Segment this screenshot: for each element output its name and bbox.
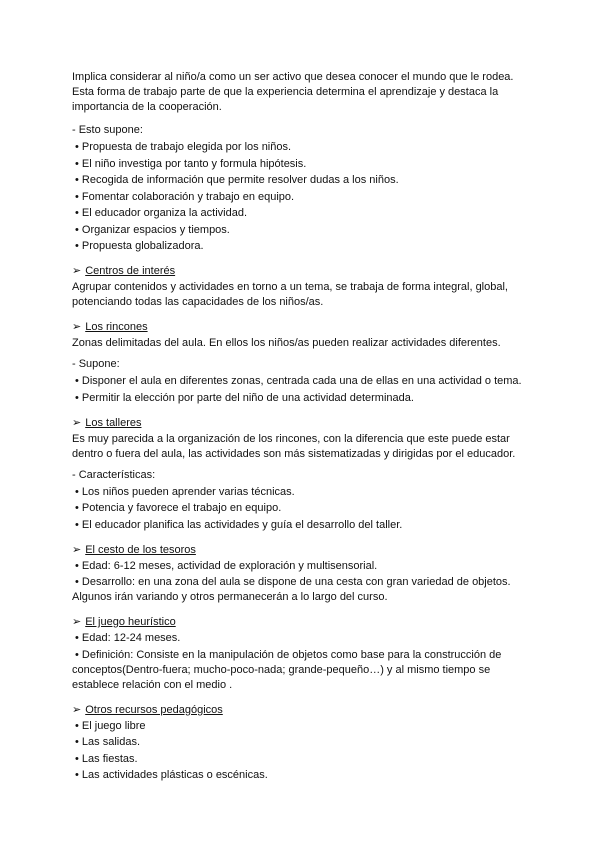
list-item: • Fomentar colaboración y trabajo en equipo. (75, 190, 295, 203)
list-item: • Recogida de información que permite resolver dudas a los niños. (75, 174, 399, 186)
intro-line: Implica considerar al niño/a como un ser activo que desea conocer el mundo que le rodea. (72, 71, 514, 83)
section-cesto-de-los-tesoros (72, 543, 542, 606)
supone-block (72, 123, 542, 254)
list-item: • Edad: 12-24 meses. (75, 632, 181, 644)
section-juego-heuristico (72, 615, 542, 693)
sub-label: - Características: (72, 468, 156, 481)
arrow-bullet-icon: ➢ (72, 616, 82, 628)
arrow-bullet-icon: ➢ (72, 265, 82, 277)
section-title: Centros de interés (85, 265, 176, 277)
section-los-rincones (72, 320, 542, 406)
list-item: • Disponer el aula en diferentes zonas, centrada cada una de ellas en una actividad o tema. (75, 375, 522, 387)
section-title: Los rincones (85, 321, 148, 333)
body-line: potenciando todas las capacidades de los niños/as. (72, 296, 324, 308)
arrow-bullet-icon: ➢ (72, 543, 82, 556)
section-title: Otros recursos pedagógicos (85, 703, 223, 716)
list-item: • Propuesta de trabajo elegida por los niños. (75, 141, 292, 153)
list-item: • Las fiestas. (75, 752, 138, 765)
section-title: El cesto de los tesoros (85, 543, 196, 556)
section-title: El juego heurístico (85, 616, 176, 628)
list-item: • Los niños pueden aprender varias técnicas. (75, 485, 295, 498)
list-item: • El niño investiga por tanto y formula hipótesis. (75, 157, 307, 170)
body-line: dentro o fuera del aula, las actividades son más sistematizadas y dirigidas por el educador. (72, 447, 516, 460)
sub-label: - Supone: (72, 358, 120, 370)
section-heading (72, 264, 542, 279)
section-los-talleres (72, 416, 542, 533)
section-heading (72, 320, 542, 335)
section-otros-recursos (72, 703, 542, 784)
supone-label: - Esto supone: (72, 124, 143, 136)
intro-line: importancia de la cooperación. (72, 101, 222, 113)
list-item-continuation: conceptos(Dentro-fuera; mucho-poco-nada; grande-pequeño…) y al mismo tiempo se (72, 663, 491, 676)
list-item: • Las salidas. (75, 736, 140, 748)
list-item: • Edad: 6-12 meses, actividad de exploración y multisensorial. (75, 559, 378, 572)
list-item-continuation: establece relación con el medio . (72, 678, 233, 691)
body-line: Agrupar contenidos y actividades en torno a un tema, se trabaja de forma integral, global, (72, 281, 508, 293)
section-heading (72, 615, 542, 630)
section-heading (72, 703, 542, 718)
arrow-bullet-icon: ➢ (72, 416, 82, 429)
body-line: Es muy parecida a la organización de los rincones, con la diferencia que este puede estar (72, 432, 510, 445)
section-centros-de-interes (72, 264, 542, 310)
intro-line: Esta forma de trabajo parte de que la experiencia determina el aprendizaje y destaca la (72, 86, 499, 98)
document-page (72, 70, 542, 785)
section-heading (72, 543, 542, 558)
body-line: Zonas delimitadas del aula. En ellos los niños/as pueden realizar actividades diferentes. (72, 337, 501, 349)
section-title: Los talleres (85, 416, 142, 429)
list-item-continuation: Algunos irán variando y otros permanecerán a lo largo del curso. (72, 591, 388, 603)
list-item: • Potencia y favorece el trabajo en equipo. (75, 502, 282, 514)
list-item: • Desarrollo: en una zona del aula se dispone de una cesta con gran variedad de objetos. (75, 576, 511, 588)
list-item: • El educador organiza la actividad. (75, 207, 248, 219)
list-item: • El educador planifica las actividades y guía el desarrollo del taller. (75, 518, 403, 531)
intro-paragraph (72, 70, 542, 115)
arrow-bullet-icon: ➢ (72, 321, 82, 333)
list-item: • Permitir la elección por parte del niño de una actividad determinada. (75, 391, 414, 404)
list-item: • Organizar espacios y tiempos. (75, 223, 230, 236)
list-item: • Propuesta globalizadora. (75, 240, 204, 252)
list-item: • Definición: Consiste en la manipulación de objetos como base para la construcción de (75, 648, 502, 661)
list-item: • El juego libre (75, 719, 146, 732)
section-heading (72, 416, 542, 431)
arrow-bullet-icon: ➢ (72, 703, 82, 716)
list-item: • Las actividades plásticas o escénicas. (75, 769, 268, 781)
